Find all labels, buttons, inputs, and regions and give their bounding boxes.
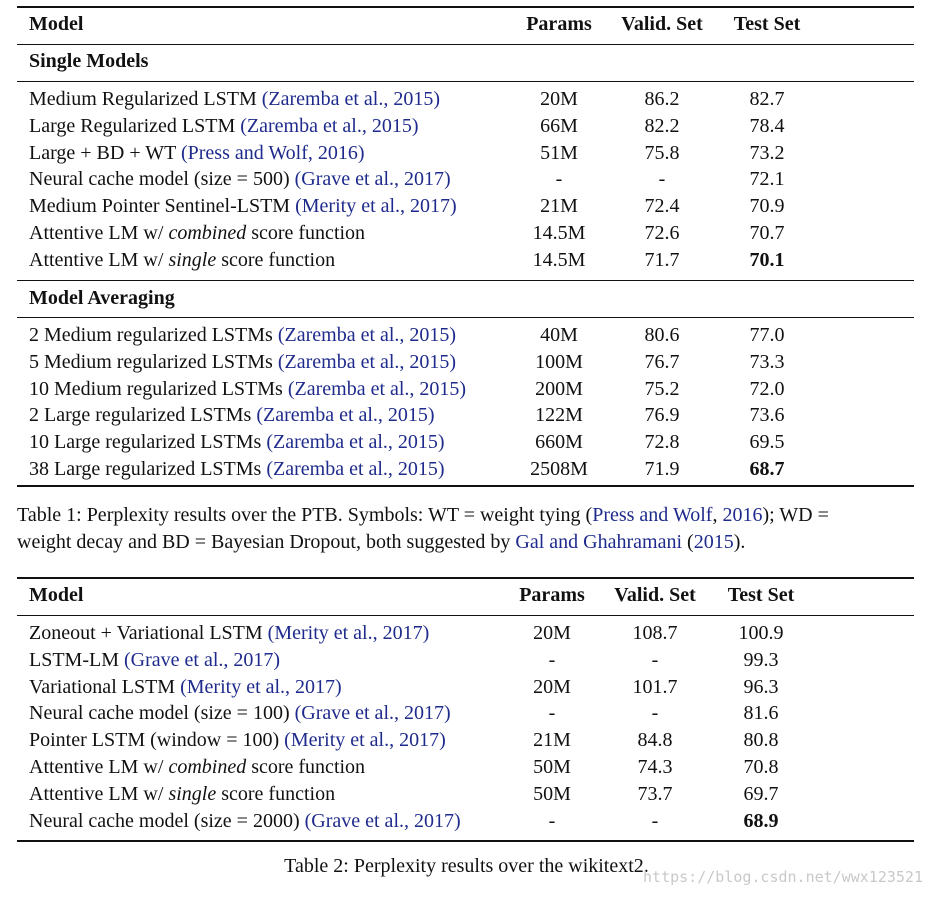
params-cell: 14.5M bbox=[532, 222, 586, 244]
table-1-caption-line-1 bbox=[17, 502, 917, 529]
params-cell: 100M bbox=[535, 350, 583, 373]
table-2-header bbox=[0, 582, 933, 609]
test-cell: 70.9 bbox=[749, 195, 785, 218]
model-name-suffix: score function bbox=[246, 756, 366, 778]
model-name: Large + BD + WT bbox=[29, 141, 181, 164]
test-cell: 72.1 bbox=[749, 168, 785, 191]
valid-cell: 72.8 bbox=[644, 431, 680, 454]
test-cell: 70.8 bbox=[743, 756, 779, 778]
table-row bbox=[0, 727, 933, 754]
params-cell: 200M bbox=[535, 377, 583, 400]
table-row bbox=[0, 349, 933, 376]
header-model: Model bbox=[29, 584, 84, 606]
model-name: Neural cache model (size = 500) bbox=[29, 168, 295, 191]
valid-cell: 71.7 bbox=[644, 248, 680, 271]
table-row bbox=[0, 700, 933, 727]
valid-cell: 101.7 bbox=[632, 675, 678, 698]
caption-text: , bbox=[712, 504, 723, 526]
header-test: Test Set bbox=[733, 13, 801, 35]
test-cell: 72.0 bbox=[749, 377, 785, 400]
model-name-suffix: score function bbox=[216, 782, 336, 805]
model-cell bbox=[29, 220, 365, 247]
citation-link[interactable]: (Press and Wolf, 2016) bbox=[180, 141, 365, 164]
citation-link[interactable]: (Zaremba et al., 2015) bbox=[266, 431, 445, 454]
params-cell: - bbox=[548, 809, 556, 832]
model-emphasis: combined bbox=[168, 222, 247, 244]
header-params: Params bbox=[526, 13, 592, 35]
citation-link[interactable]: (Merity et al., 2017) bbox=[284, 729, 446, 752]
model-cell bbox=[29, 781, 335, 808]
section-rule bbox=[17, 81, 914, 82]
citation-link[interactable]: (Zaremba et al., 2015) bbox=[287, 377, 467, 400]
test-cell: 70.7 bbox=[749, 222, 785, 244]
table-2-top-rule bbox=[17, 577, 914, 579]
table-1-top-rule bbox=[17, 6, 914, 8]
params-cell: - bbox=[555, 168, 563, 191]
model-name: Medium Regularized LSTM bbox=[29, 88, 262, 110]
table-1-header bbox=[0, 11, 933, 38]
model-name-suffix: score function bbox=[246, 222, 366, 244]
table-row bbox=[0, 113, 933, 140]
params-cell: 660M bbox=[535, 431, 583, 454]
valid-cell: 82.2 bbox=[644, 114, 680, 137]
valid-cell: 72.4 bbox=[644, 195, 680, 218]
valid-cell: - bbox=[651, 702, 659, 725]
valid-cell: - bbox=[658, 168, 666, 191]
model-emphasis: single bbox=[168, 248, 217, 271]
model-name: Pointer LSTM (window = 100) bbox=[29, 729, 285, 752]
valid-cell: 108.7 bbox=[632, 622, 678, 644]
model-cell bbox=[29, 322, 456, 349]
header-valid: Valid. Set bbox=[614, 584, 696, 606]
valid-cell: - bbox=[651, 809, 659, 832]
model-cell bbox=[29, 113, 419, 140]
model-cell bbox=[29, 86, 440, 113]
caption-text: Table 1: Perplexity results over the PTB. Symbols: WT = weight tying ( bbox=[17, 504, 593, 526]
citation-link[interactable]: (Grave et al., 2017) bbox=[124, 648, 281, 671]
table-row bbox=[0, 322, 933, 349]
section-title bbox=[0, 285, 933, 312]
params-cell: 20M bbox=[540, 88, 578, 110]
model-cell bbox=[29, 349, 456, 376]
table-row bbox=[0, 647, 933, 674]
citation-link[interactable]: (Zaremba et al., 2015) bbox=[256, 404, 435, 427]
model-cell bbox=[29, 402, 435, 429]
table-row bbox=[0, 247, 933, 274]
caption-citation[interactable]: 2016 bbox=[722, 504, 763, 526]
model-name: 38 Large regularized LSTMs bbox=[29, 458, 267, 480]
test-cell: 78.4 bbox=[749, 114, 785, 137]
citation-link[interactable]: (Merity et al., 2017) bbox=[267, 622, 430, 644]
params-cell: 14.5M bbox=[532, 248, 586, 271]
model-emphasis: single bbox=[168, 782, 217, 805]
model-name: Attentive LM w/ bbox=[29, 248, 169, 271]
params-cell: 50M bbox=[533, 782, 571, 805]
params-cell: 20M bbox=[533, 622, 571, 644]
valid-cell: 75.2 bbox=[644, 377, 680, 400]
test-cell: 70.1 bbox=[749, 248, 785, 271]
model-name-suffix: score function bbox=[216, 248, 336, 271]
params-cell: 122M bbox=[535, 404, 583, 427]
test-cell: 82.7 bbox=[749, 88, 785, 110]
model-name: Attentive LM w/ bbox=[29, 756, 169, 778]
test-cell: 69.7 bbox=[743, 782, 779, 805]
model-cell bbox=[29, 647, 280, 674]
model-name: 5 Medium regularized LSTMs bbox=[29, 350, 278, 373]
model-name: 10 Large regularized LSTMs bbox=[29, 431, 267, 454]
valid-cell: 86.2 bbox=[644, 88, 680, 110]
table-row bbox=[0, 456, 933, 483]
valid-cell: 80.6 bbox=[644, 324, 680, 346]
params-cell: 21M bbox=[533, 729, 571, 752]
table-row bbox=[0, 402, 933, 429]
model-cell bbox=[29, 727, 446, 754]
section-title bbox=[0, 48, 933, 75]
citation-link[interactable]: (Zaremba et al., 2015) bbox=[277, 324, 457, 346]
params-cell: - bbox=[548, 648, 556, 671]
model-name: Variational LSTM bbox=[29, 675, 181, 698]
table-row bbox=[0, 86, 933, 113]
test-cell: 68.9 bbox=[743, 809, 779, 832]
table-row bbox=[0, 674, 933, 701]
citation-link[interactable]: (Grave et al., 2017) bbox=[304, 809, 461, 832]
caption-citation[interactable]: 2015 bbox=[693, 531, 734, 553]
citation-link[interactable]: (Zaremba et al., 2015) bbox=[261, 88, 440, 110]
model-name: Attentive LM w/ bbox=[29, 782, 169, 805]
header-params: Params bbox=[519, 584, 585, 606]
params-cell: 40M bbox=[540, 324, 578, 346]
table-row bbox=[0, 781, 933, 808]
test-cell: 68.7 bbox=[749, 458, 785, 480]
valid-cell: 75.8 bbox=[644, 141, 680, 164]
test-cell: 99.3 bbox=[743, 648, 779, 671]
params-cell: - bbox=[548, 702, 556, 725]
test-cell: 80.8 bbox=[743, 729, 779, 752]
params-cell: 50M bbox=[533, 756, 571, 778]
citation-link[interactable]: (Merity et al., 2017) bbox=[180, 675, 342, 698]
model-name: Neural cache model (size = 100) bbox=[29, 702, 295, 725]
model-cell bbox=[29, 376, 466, 403]
model-name: 2 Large regularized LSTMs bbox=[29, 404, 257, 427]
model-cell bbox=[29, 620, 429, 647]
section-model-averaging: Model Averaging bbox=[29, 287, 175, 309]
caption-text: ). bbox=[733, 531, 746, 553]
model-cell bbox=[29, 700, 451, 727]
table-row bbox=[0, 429, 933, 456]
citation-link[interactable]: (Zaremba et al., 2015) bbox=[277, 350, 457, 373]
test-cell: 73.6 bbox=[749, 404, 785, 427]
model-cell bbox=[29, 140, 365, 167]
test-cell: 73.3 bbox=[749, 350, 785, 373]
params-cell: 51M bbox=[540, 141, 578, 164]
citation-link[interactable]: (Zaremba et al., 2015) bbox=[240, 114, 419, 137]
table-2-caption: Table 2: Perplexity results over the wikitext2. bbox=[284, 855, 649, 877]
model-name: LSTM-LM bbox=[29, 648, 124, 671]
model-name: Attentive LM w/ bbox=[29, 222, 169, 244]
table-row bbox=[0, 620, 933, 647]
test-cell: 77.0 bbox=[749, 324, 785, 346]
caption-text: ); WD = bbox=[762, 504, 829, 526]
table-1-header-rule bbox=[17, 44, 914, 45]
model-cell bbox=[29, 193, 457, 220]
test-cell: 69.5 bbox=[749, 431, 785, 454]
model-cell bbox=[29, 674, 342, 701]
table-row bbox=[0, 376, 933, 403]
table-row bbox=[0, 166, 933, 193]
model-cell bbox=[29, 429, 445, 456]
test-cell: 73.2 bbox=[749, 141, 785, 164]
model-cell bbox=[29, 808, 461, 835]
valid-cell: 74.3 bbox=[637, 756, 673, 778]
model-name: 2 Medium regularized LSTMs bbox=[29, 324, 278, 346]
model-name: Medium Pointer Sentinel-LSTM bbox=[29, 195, 296, 218]
model-emphasis: combined bbox=[168, 756, 247, 778]
model-name: Neural cache model (size = 2000) bbox=[29, 809, 305, 832]
test-cell: 81.6 bbox=[743, 702, 779, 725]
model-name: 10 Medium regularized LSTMs bbox=[29, 377, 288, 400]
table-2-bottom-rule bbox=[17, 840, 914, 842]
section-single-models: Single Models bbox=[29, 50, 149, 72]
citation-link[interactable]: (Zaremba et al., 2015) bbox=[266, 458, 445, 480]
test-cell: 100.9 bbox=[738, 622, 784, 644]
table-row bbox=[0, 808, 933, 835]
valid-cell: 72.6 bbox=[644, 222, 680, 244]
model-cell bbox=[29, 754, 365, 781]
model-cell bbox=[29, 247, 335, 274]
section-rule bbox=[17, 280, 914, 281]
params-cell: 21M bbox=[540, 195, 578, 218]
section-rule bbox=[17, 317, 914, 318]
table-row bbox=[0, 193, 933, 220]
model-cell bbox=[29, 166, 451, 193]
caption-citation[interactable]: Gal and Ghahramani bbox=[515, 531, 683, 553]
table-row bbox=[0, 140, 933, 167]
caption-text: weight decay and BD = Bayesian Dropout, both suggested by bbox=[17, 531, 516, 553]
test-cell: 96.3 bbox=[743, 675, 779, 698]
model-name: Zoneout + Variational LSTM bbox=[29, 622, 268, 644]
valid-cell: 71.9 bbox=[644, 458, 680, 480]
valid-cell: - bbox=[651, 648, 659, 671]
citation-link[interactable]: (Grave et al., 2017) bbox=[294, 168, 451, 191]
citation-link[interactable]: (Grave et al., 2017) bbox=[294, 702, 451, 725]
table-1-caption-line-2 bbox=[17, 529, 917, 556]
table-row bbox=[0, 220, 933, 247]
header-model: Model bbox=[29, 13, 84, 35]
caption-text: ( bbox=[682, 531, 694, 553]
valid-cell: 84.8 bbox=[637, 729, 673, 752]
table-row bbox=[0, 754, 933, 781]
model-cell bbox=[29, 456, 445, 483]
table-2-header-rule bbox=[17, 615, 914, 616]
table-1-bottom-rule bbox=[17, 485, 914, 487]
watermark: https://blog.csdn.net/wwx123521 bbox=[643, 868, 923, 886]
params-cell: 20M bbox=[533, 675, 571, 698]
valid-cell: 76.9 bbox=[644, 404, 680, 427]
valid-cell: 73.7 bbox=[637, 782, 673, 805]
citation-link[interactable]: (Merity et al., 2017) bbox=[295, 195, 457, 218]
params-cell: 2508M bbox=[530, 458, 588, 480]
caption-citation[interactable]: Press and Wolf bbox=[592, 504, 713, 526]
valid-cell: 76.7 bbox=[644, 350, 680, 373]
model-name: Large Regularized LSTM bbox=[29, 114, 241, 137]
params-cell: 66M bbox=[540, 114, 578, 137]
header-valid: Valid. Set bbox=[621, 13, 703, 35]
header-test: Test Set bbox=[727, 584, 795, 606]
